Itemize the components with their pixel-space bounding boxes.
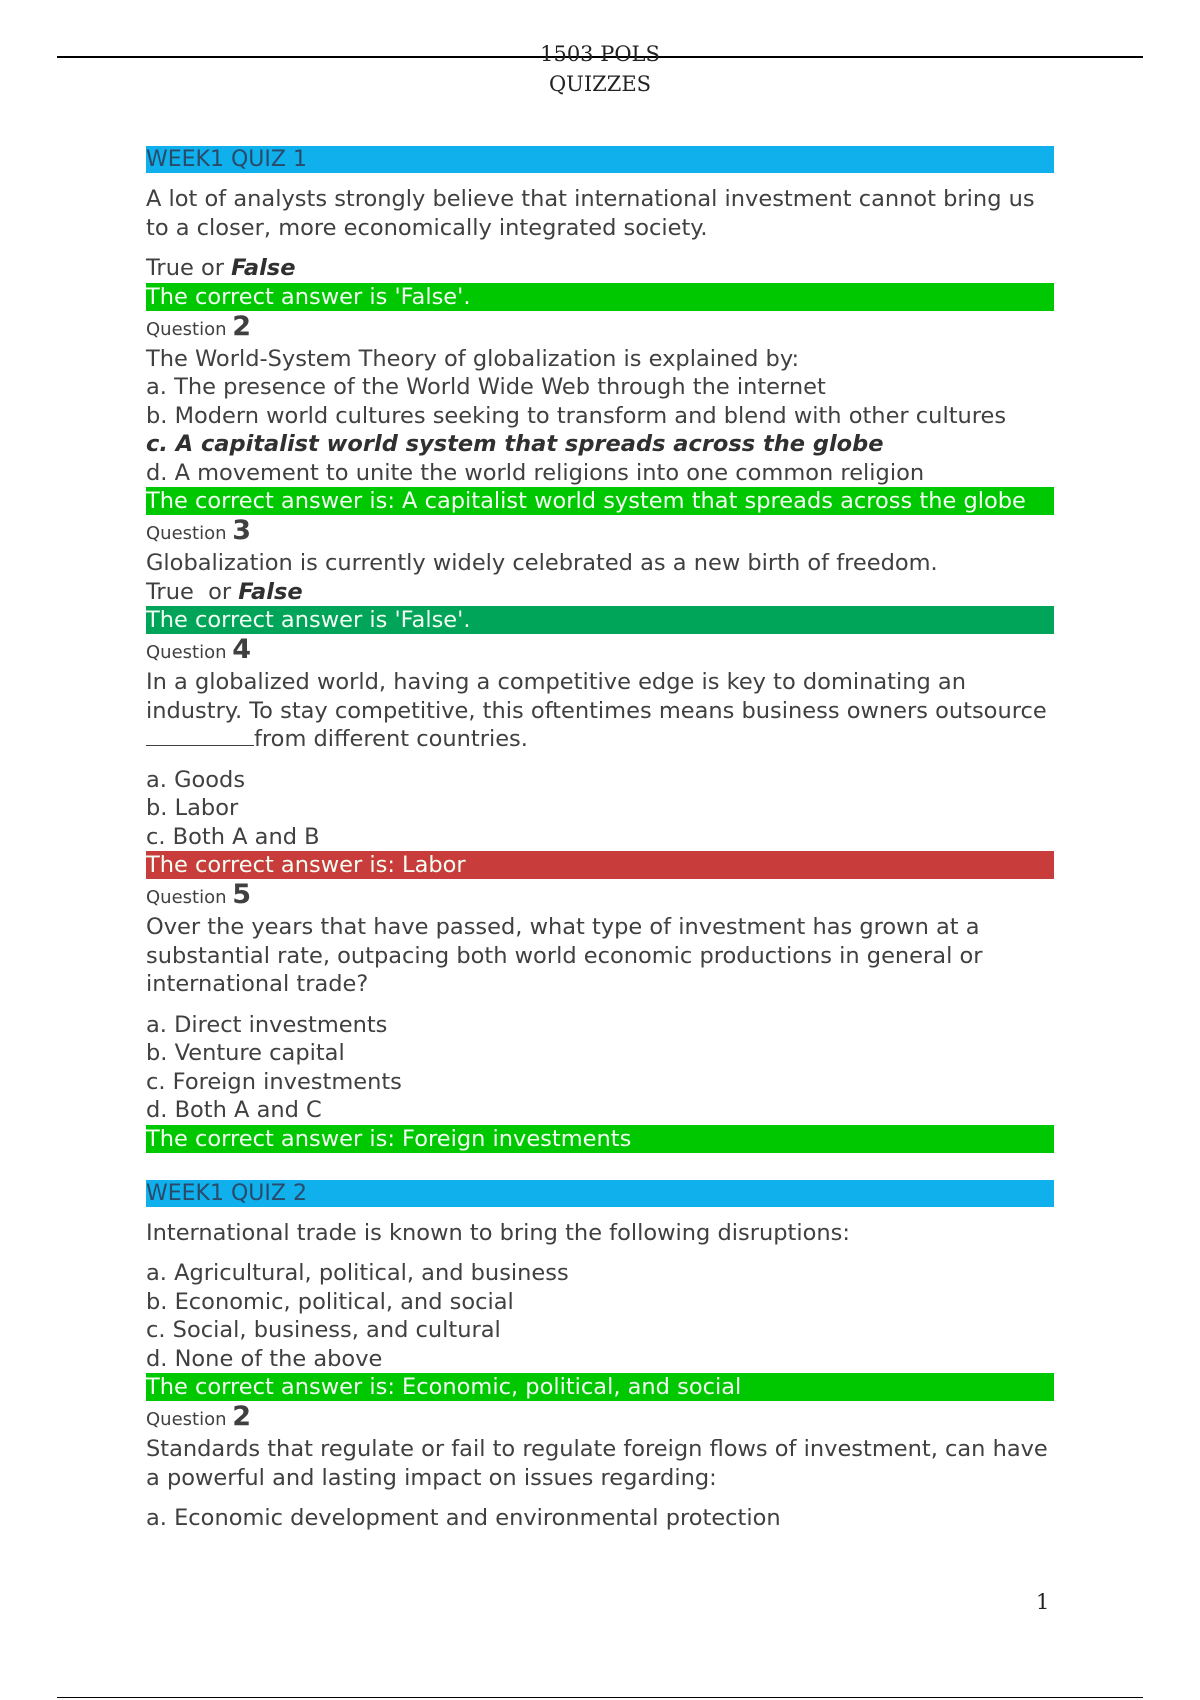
option: a. Agricultural, political, and business [146,1260,569,1286]
option: b. Labor [146,795,239,821]
question-label: Question [146,887,227,908]
option: d. A movement to unite the world religions into one common religion [146,459,925,486]
option: a. The presence of the World Wide Web through the internet [146,374,826,400]
option: b. Venture capital [146,1040,345,1066]
document-subtitle: QUIZZES [548,72,652,96]
question-number: 5 [232,879,252,910]
selected-answer: False [231,255,296,281]
question-number: 3 [232,515,252,546]
option: c. Social, business, and cultural [146,1317,501,1343]
question-text [146,668,1054,754]
fill-in-blank [146,725,254,746]
correct-answer-banner: The correct answer is: Labor [146,851,1054,879]
question-text: Over the years that have passed, what type of investment has grown at a substantial rate, outpacing both world economic productions in general or international trade? [146,914,983,997]
correct-answer-banner: The correct answer is: A capitalist world system that spreads across the globe [146,487,1054,515]
true-label: True or [146,578,239,605]
quiz-title-bar: WEEK1 QUIZ 2 [146,1180,1054,1207]
question-number: 2 [232,1401,252,1432]
option: a. Economic development and environmental protection [146,1505,781,1531]
question-header [146,634,1054,668]
option-selected: c. A capitalist world system that spreads across the globe [146,431,884,457]
question-header [146,311,1054,345]
question-header [146,1401,1054,1435]
question-text: International trade is known to bring the following disruptions: [146,1219,850,1246]
true-false-line [146,254,1054,283]
correct-answer-banner: The correct answer is 'False'. [146,606,1054,634]
question-text: The World-System Theory of globalization is explained by: [146,345,800,372]
correct-answer-banner: The correct answer is: Economic, political, and social [146,1373,1054,1401]
question-label: Question [146,523,227,544]
question-text-start: In a globalized world, having a competitive edge is key to dominating an industry. To stay competitive, this oftentimes means business owners outsource [146,669,1047,724]
option: d. None of the above [146,1345,383,1372]
question-text-end: from different countries. [254,726,528,752]
question-text: Globalization is currently widely celebrated as a new birth of freedom. [146,550,938,576]
option: c. Both A and B [146,823,320,850]
document-code: 1503 POLS [540,42,660,66]
option: b. Economic, political, and social [146,1288,514,1315]
question-header [146,879,1054,913]
option: b. Modern world cultures seeking to transform and blend with other cultures [146,402,1007,429]
true-false-line [146,578,1054,607]
question-number: 4 [232,634,252,665]
question-text: A lot of analysts strongly believe that international investment cannot bring us to a closer, more economically integrated society. [146,186,1035,241]
option: a. Direct investments [146,1011,388,1038]
question-label: Question [146,642,227,663]
footer-rule [57,1697,1143,1698]
quiz-content [146,146,1054,1533]
option: c. Foreign investments [146,1068,402,1095]
question-label: Question [146,318,227,340]
selected-answer: False [238,578,303,605]
question-text: Standards that regulate or fail to regulate foreign flows of investment, can have a powerful and lasting impact on issues regarding: [146,1436,1048,1491]
option: a. Goods [146,766,246,793]
correct-answer-banner: The correct answer is: Foreign investments [146,1125,1054,1153]
question-header [146,515,1054,549]
question-label: Question [146,1409,227,1430]
option: d. Both A and C [146,1097,322,1123]
true-label: True or [146,255,232,281]
question-number: 2 [232,310,252,342]
page-number: 1 [1036,1590,1050,1614]
correct-answer-banner: The correct answer is 'False'. [146,283,1054,311]
quiz-title-bar: WEEK1 QUIZ 1 [146,146,1054,173]
